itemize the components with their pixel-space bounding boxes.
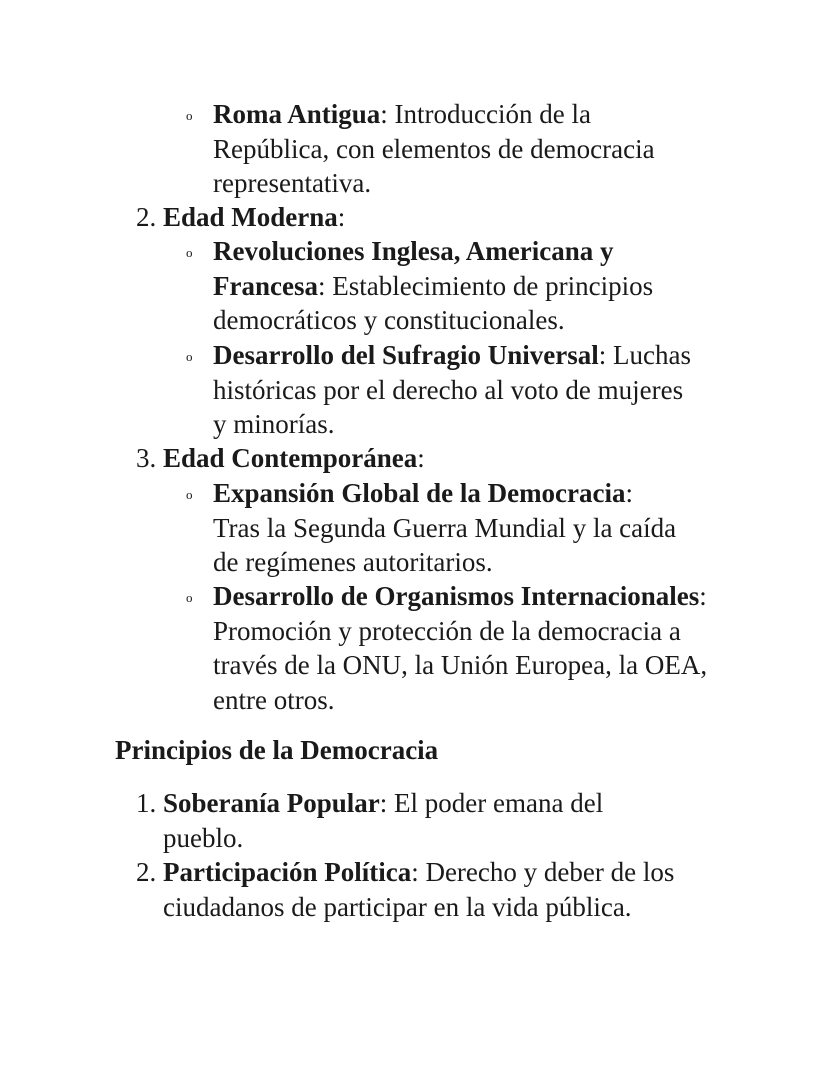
sub-item-text: : Luchas históricas por el derecho al voto de mujeres y minorías. <box>213 340 691 439</box>
sub-item-term: Expansión Global de la Democracia <box>213 478 626 508</box>
sub-item-term: Desarrollo del Sufragio Universal <box>213 340 599 370</box>
circle-bullet-icon: o <box>186 108 193 123</box>
history-item-edad-moderna <box>136 200 723 235</box>
principle-text: : El poder emana del pueblo. <box>163 788 604 853</box>
sub-item-text: : Introducción de la República, con elementos de democracia representativa. <box>213 99 655 198</box>
sub-item-roma-antigua <box>186 97 713 201</box>
sub-item-text: : Tras la Segunda Guerra Mundial y la caída de regímenes autoritarios. <box>213 478 677 577</box>
sub-item-organismos <box>186 579 718 717</box>
sub-item-term: Desarrollo de Organismos Internacionales <box>213 581 700 611</box>
circle-bullet-icon: o <box>186 590 193 605</box>
circle-bullet-icon: o <box>186 349 193 364</box>
list-number: 2. <box>136 857 157 887</box>
sub-item-revoluciones <box>186 234 683 338</box>
history-item-edad-contemporanea <box>136 441 723 476</box>
history-item-suffix: : <box>417 443 425 473</box>
history-item-title: Edad Contemporánea <box>163 443 418 473</box>
list-number: 1. <box>136 788 157 818</box>
list-number: 2. <box>136 202 157 232</box>
principle-term: Soberanía Popular <box>163 788 380 818</box>
sub-item-term: Roma Antigua <box>213 99 381 129</box>
circle-bullet-icon: o <box>186 487 193 502</box>
list-number: 3. <box>136 443 157 473</box>
sub-item-text: : Establecimiento de principios democráticos y constitucionales. <box>213 270 654 335</box>
sub-item-expansion-global <box>186 476 683 580</box>
principle-term: Participación Política <box>163 857 412 887</box>
principle-item-participacion <box>136 855 693 924</box>
principle-item-soberania <box>136 786 663 855</box>
principle-text: : Derecho y deber de los ciudadanos de participar en la vida pública. <box>163 857 675 922</box>
section-heading-principios: Principios de la Democracia <box>115 735 439 765</box>
circle-bullet-icon: o <box>186 245 193 260</box>
history-item-suffix: : <box>337 202 346 232</box>
sub-item-term: Revoluciones Inglesa, Americana y Francesa <box>213 236 614 301</box>
sub-item-text: : Promoción y protección de la democracia a través de la ONU, la Unión Europea, la OEA, entre otros. <box>213 581 708 715</box>
sub-item-sufragio <box>186 338 693 442</box>
history-item-title: Edad Moderna <box>163 202 338 232</box>
